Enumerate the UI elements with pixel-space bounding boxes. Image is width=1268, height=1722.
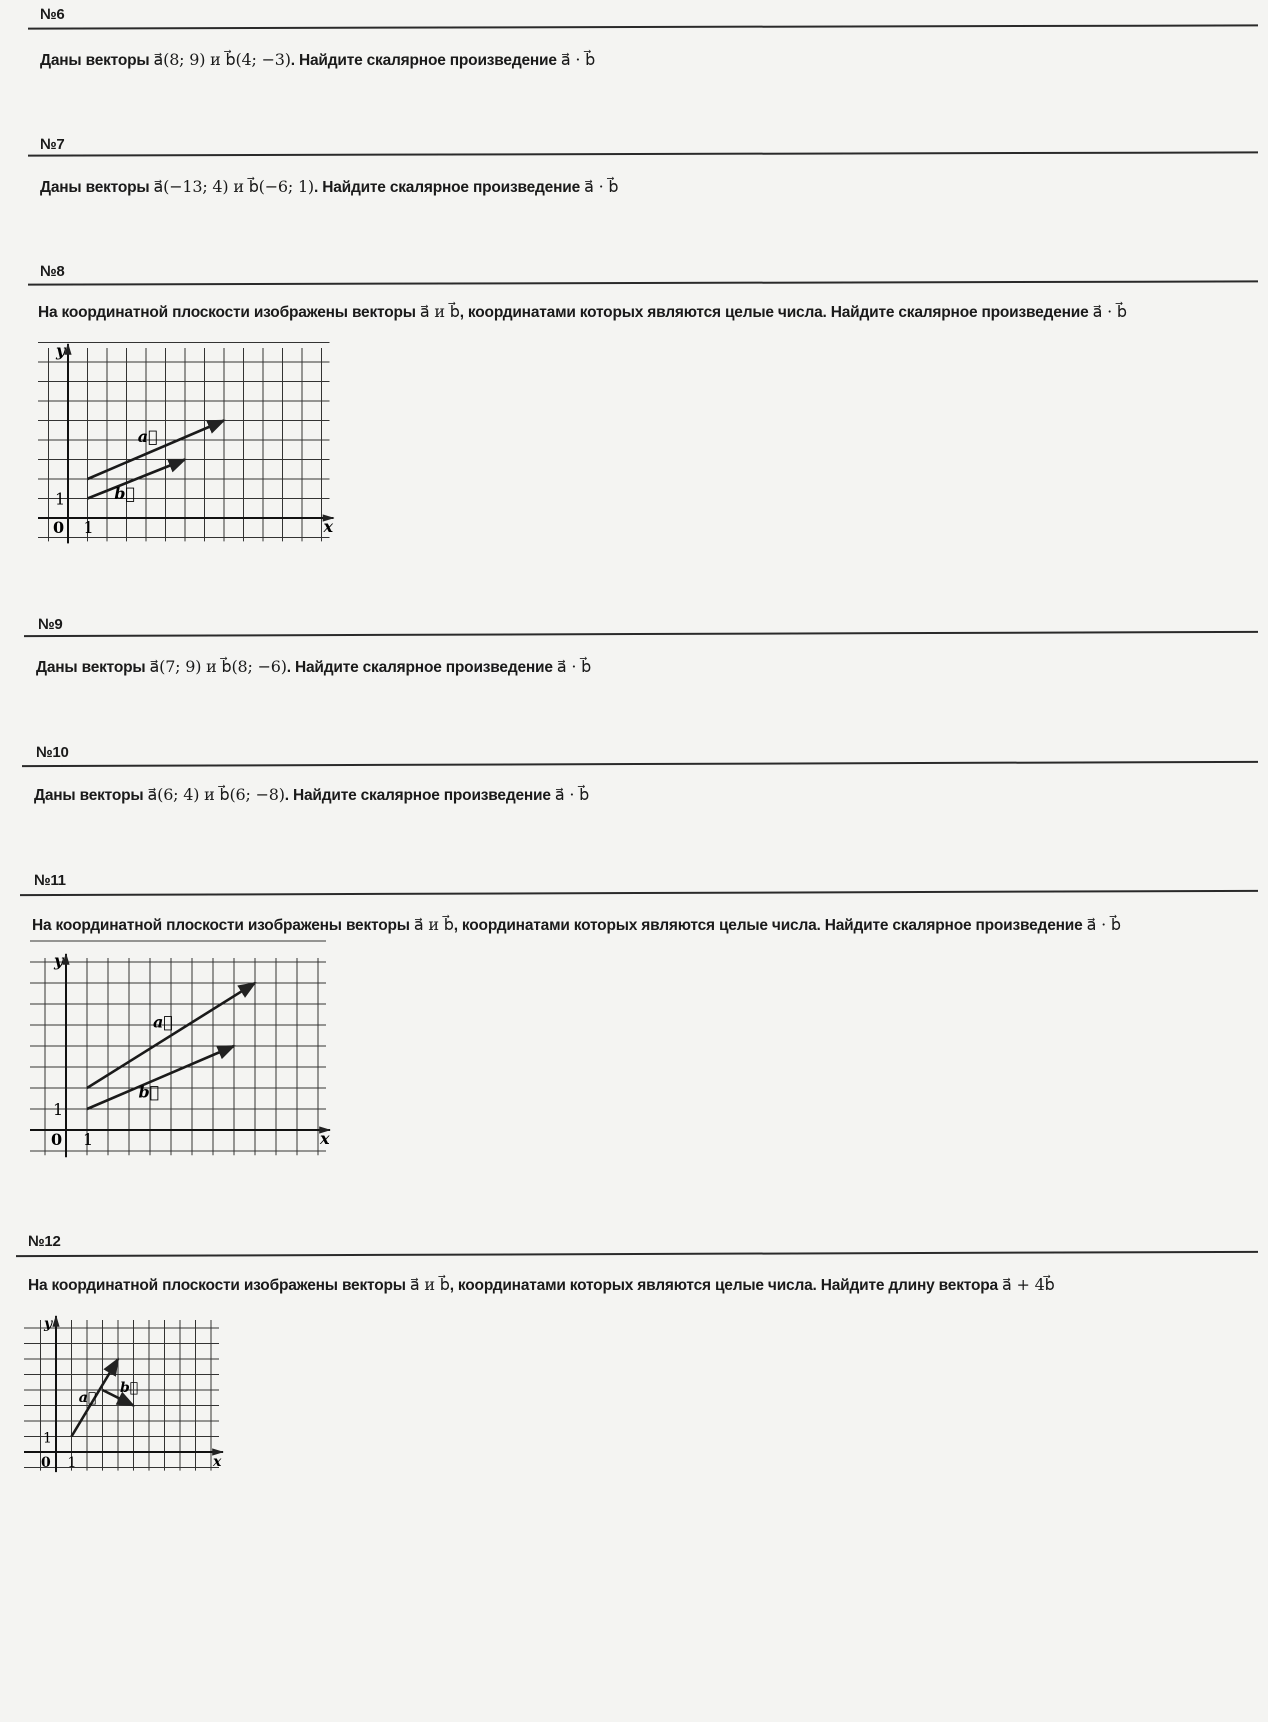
coordinate-grid-task8 bbox=[34, 340, 334, 560]
x-axis-label: x bbox=[320, 1129, 330, 1148]
vector-a-label: a⃗ bbox=[153, 1012, 173, 1032]
task-question bbox=[40, 50, 595, 70]
question-text: Даны векторы bbox=[34, 787, 148, 804]
question-text: На координатной плоскости изображены векторы bbox=[28, 1277, 410, 1294]
question-math: a⃗ · b⃗ bbox=[556, 657, 592, 676]
y-unit-label: 1 bbox=[55, 489, 66, 509]
coordinate-grid-task11 bbox=[26, 950, 330, 1175]
task-number: №7 bbox=[40, 136, 65, 153]
question-text: Даны векторы bbox=[40, 52, 154, 69]
question-text: . Найдите скалярное произведение bbox=[290, 52, 561, 69]
divider bbox=[16, 1251, 1258, 1257]
task-number: №9 bbox=[38, 616, 63, 633]
question-math: a⃗(−13; 4) и b⃗(−6; 1) bbox=[153, 177, 314, 196]
task-question bbox=[32, 915, 1121, 935]
question-text: На координатной плоскости изображены векторы bbox=[32, 917, 414, 934]
question-math: a⃗ · b⃗ bbox=[1086, 915, 1121, 934]
divider bbox=[24, 631, 1258, 637]
question-math: a⃗ · b⃗ bbox=[584, 177, 619, 196]
question-text: , координатами которых являются целые числа. Найдите скалярное произведение bbox=[459, 304, 1093, 321]
question-text: . Найдите скалярное произведение bbox=[313, 179, 585, 196]
origin-label: 0 bbox=[51, 1130, 63, 1149]
question-math: a⃗ · b⃗ bbox=[560, 50, 596, 69]
task-question bbox=[38, 302, 1127, 322]
question-math: a⃗ + 4b⃗ bbox=[1002, 1275, 1055, 1294]
vector-b-label: b⃗ bbox=[138, 1082, 160, 1102]
y-unit-label: 1 bbox=[43, 1430, 52, 1447]
question-math: a⃗(8; 9) и b⃗(4; −3) bbox=[153, 50, 291, 69]
divider bbox=[28, 280, 1258, 285]
divider bbox=[28, 24, 1258, 29]
origin-label: 0 bbox=[41, 1455, 51, 1471]
x-unit-label: 1 bbox=[83, 518, 94, 537]
divider bbox=[20, 890, 1258, 896]
task-question bbox=[28, 1275, 1055, 1295]
x-axis-label: x bbox=[213, 1454, 222, 1470]
question-math: a⃗ и b⃗ bbox=[409, 1275, 450, 1294]
vector-b-arrow bbox=[87, 1046, 234, 1109]
task-question bbox=[34, 785, 589, 805]
question-text: . Найдите скалярное произведение bbox=[284, 787, 555, 804]
question-math: a⃗ · b⃗ bbox=[1092, 302, 1127, 321]
x-unit-label: 1 bbox=[67, 1455, 77, 1471]
origin-label: 0 bbox=[53, 518, 65, 537]
question-text: . Найдите скалярное произведение bbox=[286, 659, 557, 676]
question-text: На координатной плоскости изображены векторы bbox=[38, 304, 420, 321]
divider bbox=[22, 761, 1258, 767]
task-question bbox=[36, 657, 591, 677]
y-axis-label: y bbox=[44, 1316, 53, 1332]
task-number: №12 bbox=[28, 1233, 61, 1250]
question-math: a⃗(7; 9) и b⃗(8; −6) bbox=[149, 657, 287, 676]
question-math: a⃗ · b⃗ bbox=[554, 785, 590, 804]
question-math: a⃗ и b⃗ bbox=[413, 915, 454, 934]
y-axis-label: y bbox=[56, 341, 66, 360]
vector-b-label: b⃗ bbox=[120, 1379, 139, 1396]
x-unit-label: 1 bbox=[83, 1130, 94, 1149]
task-number: №11 bbox=[34, 872, 66, 889]
vector-b-label: b⃗ bbox=[114, 484, 136, 503]
vector-a-label: a⃗ bbox=[137, 426, 158, 446]
divider bbox=[28, 151, 1258, 156]
question-text: Даны векторы bbox=[36, 659, 150, 676]
question-math: a⃗ и b⃗ bbox=[419, 302, 460, 321]
x-axis-label: x bbox=[323, 517, 334, 536]
question-math: a⃗(6; 4) и b⃗(6; −8) bbox=[147, 785, 285, 804]
question-text: , координатами которых являются целые числа. Найдите скалярное произведение bbox=[453, 917, 1087, 934]
y-axis-label: y bbox=[54, 951, 64, 970]
coordinate-grid-task12 bbox=[20, 1312, 220, 1497]
vector-a-label: a⃗ bbox=[78, 1389, 97, 1406]
y-unit-label: 1 bbox=[53, 1100, 64, 1119]
question-text: , координатами которых являются целые числа. Найдите длину вектора bbox=[449, 1277, 1003, 1294]
task-number: №10 bbox=[36, 744, 69, 761]
task-number: №8 bbox=[40, 263, 65, 280]
task-question bbox=[40, 177, 618, 197]
question-text: Даны векторы bbox=[40, 179, 154, 196]
task-number: №6 bbox=[40, 6, 65, 23]
